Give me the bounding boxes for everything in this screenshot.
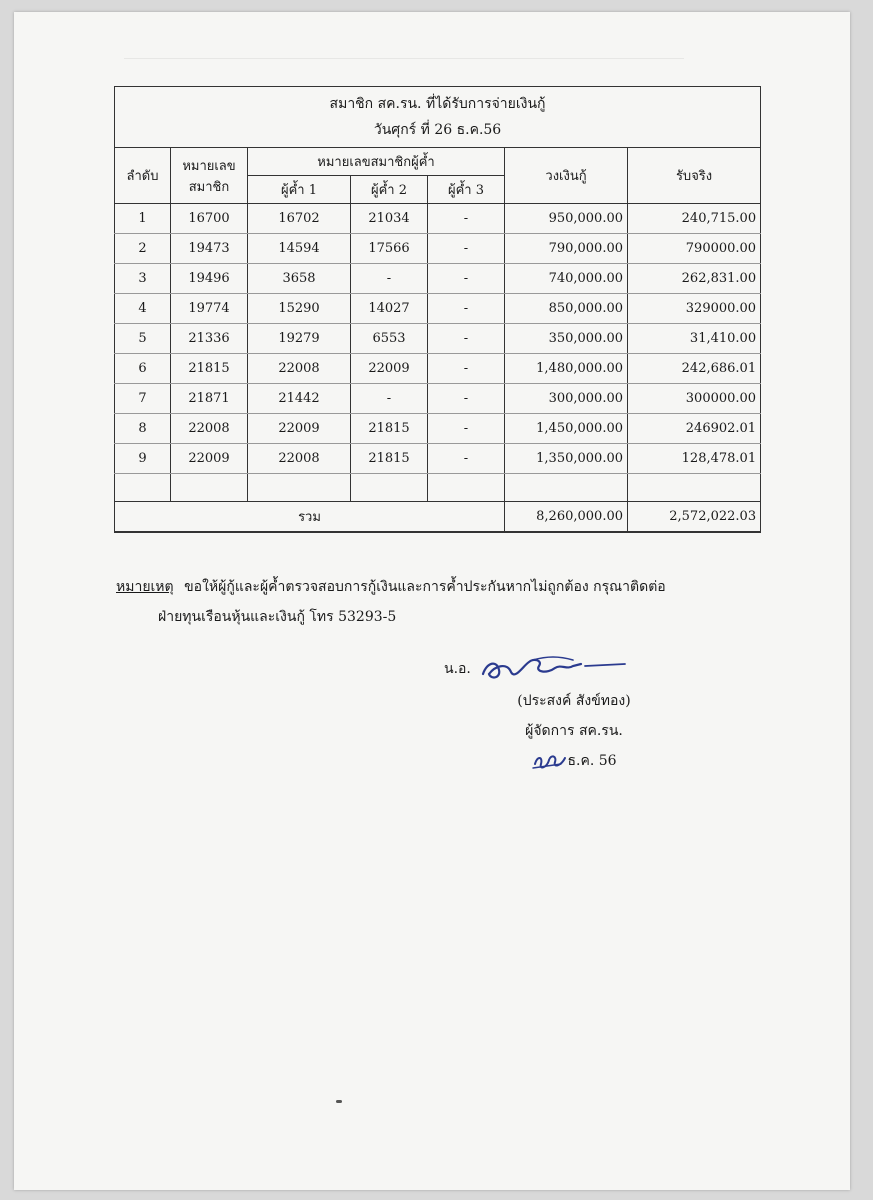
cell-loan-amount: 950,000.00 — [505, 204, 628, 234]
header-guarantor-2: ผู้ค้ำ 2 — [351, 176, 428, 204]
cell-guarantor-3: - — [428, 414, 505, 444]
cell-guarantor-3: - — [428, 384, 505, 414]
cell-guarantor-1: 3658 — [248, 264, 351, 294]
cell-received: 242,686.01 — [628, 354, 761, 384]
document-page — [14, 12, 850, 1190]
handwritten-day — [531, 750, 567, 772]
cell-guarantor-1: 21442 — [248, 384, 351, 414]
cell-seq: 9 — [115, 444, 171, 474]
signature-date-suffix: ธ.ค. 56 — [567, 753, 617, 769]
cell-guarantor-2: - — [351, 384, 428, 414]
cell-seq: 5 — [115, 324, 171, 354]
cell-guarantor-1: 22008 — [248, 444, 351, 474]
signature-date — [444, 746, 704, 776]
table-row — [115, 264, 761, 294]
cell-guarantor-1: 19279 — [248, 324, 351, 354]
cell-guarantor-2: 21815 — [351, 414, 428, 444]
cell-guarantor-3: - — [428, 444, 505, 474]
total-row — [115, 502, 761, 532]
cell-received: 262,831.00 — [628, 264, 761, 294]
cell-guarantor-2: 6553 — [351, 324, 428, 354]
cell-member-no: 21815 — [171, 354, 248, 384]
cell-seq: 2 — [115, 234, 171, 264]
signature-block — [444, 652, 704, 776]
cell-guarantor-1: 16702 — [248, 204, 351, 234]
header-seq: ลำดับ — [115, 148, 171, 204]
header-received: รับจริง — [628, 148, 761, 204]
cell-guarantor-2: 14027 — [351, 294, 428, 324]
cell-loan-amount: 300,000.00 — [505, 384, 628, 414]
cell-received: 128,478.01 — [628, 444, 761, 474]
note-line-2: ฝ่ายทุนเรือนหุ้นและเงินกู้ โทร 53293-5 — [158, 609, 397, 625]
header-guarantor-1: ผู้ค้ำ 1 — [248, 176, 351, 204]
cell-member-no: 22009 — [171, 444, 248, 474]
speck-mark — [336, 1100, 342, 1103]
total-received: 2,572,022.03 — [628, 502, 761, 532]
table-body — [115, 204, 761, 474]
cell-guarantor-3: - — [428, 354, 505, 384]
table-row — [115, 444, 761, 474]
cell-loan-amount: 790,000.00 — [505, 234, 628, 264]
cell-member-no: 21871 — [171, 384, 248, 414]
cell-seq: 8 — [115, 414, 171, 444]
cell-seq: 1 — [115, 204, 171, 234]
cell-guarantor-3: - — [428, 294, 505, 324]
blank-row — [115, 474, 761, 502]
cell-loan-amount: 350,000.00 — [505, 324, 628, 354]
table-row — [115, 294, 761, 324]
header-member-no-line2: สมาชิก — [188, 179, 230, 195]
cell-loan-amount: 1,480,000.00 — [505, 354, 628, 384]
cell-member-no: 21336 — [171, 324, 248, 354]
cell-guarantor-1: 22009 — [248, 414, 351, 444]
note-line-1: ขอให้ผู้กู้และผู้ค้ำตรวจสอบการกู้เงินและการค้ำประกันหากไม่ถูกต้อง กรุณาติดต่อ — [184, 579, 666, 595]
cell-guarantor-1: 22008 — [248, 354, 351, 384]
cell-loan-amount: 1,450,000.00 — [505, 414, 628, 444]
cell-guarantor-3: - — [428, 264, 505, 294]
loan-table — [114, 86, 761, 533]
cell-received: 246902.01 — [628, 414, 761, 444]
table-row — [115, 234, 761, 264]
total-loan: 8,260,000.00 — [505, 502, 628, 532]
header-loan-amount: วงเงินกู้ — [505, 148, 628, 204]
cell-loan-amount: 1,350,000.00 — [505, 444, 628, 474]
cell-member-no: 19473 — [171, 234, 248, 264]
header-guarantor-3: ผู้ค้ำ 3 — [428, 176, 505, 204]
cell-member-no: 16700 — [171, 204, 248, 234]
table-row — [115, 414, 761, 444]
cell-member-no: 19496 — [171, 264, 248, 294]
cell-guarantor-2: 22009 — [351, 354, 428, 384]
cell-received: 240,715.00 — [628, 204, 761, 234]
table-row — [115, 384, 761, 414]
note-block — [116, 572, 666, 632]
cell-guarantor-2: 17566 — [351, 234, 428, 264]
title-line-2: วันศุกร์ ที่ 26 ธ.ค.56 — [373, 122, 502, 138]
header-guarantor-group: หมายเลขสมาชิกผู้ค้ำ — [248, 148, 505, 176]
bleed-through-mark — [124, 42, 684, 59]
signature-prefix: น.อ. — [444, 661, 471, 677]
header-member-no-line1: หมายเลข — [182, 158, 236, 174]
total-label: รวม — [115, 502, 505, 532]
cell-guarantor-1: 15290 — [248, 294, 351, 324]
title-line-1: สมาชิก สค.รน. ที่ได้รับการจ่ายเงินกู้ — [329, 96, 546, 112]
handwritten-signature — [477, 652, 627, 686]
cell-member-no: 19774 — [171, 294, 248, 324]
cell-seq: 3 — [115, 264, 171, 294]
cell-guarantor-3: - — [428, 234, 505, 264]
header-member-no — [171, 148, 248, 204]
signature-name: (ประสงค์ สังข์ทอง) — [517, 693, 631, 709]
cell-loan-amount: 850,000.00 — [505, 294, 628, 324]
cell-guarantor-1: 14594 — [248, 234, 351, 264]
cell-guarantor-2: 21815 — [351, 444, 428, 474]
cell-guarantor-3: - — [428, 324, 505, 354]
cell-seq: 7 — [115, 384, 171, 414]
cell-received: 300000.00 — [628, 384, 761, 414]
cell-loan-amount: 740,000.00 — [505, 264, 628, 294]
cell-member-no: 22008 — [171, 414, 248, 444]
loan-table-wrapper — [114, 86, 760, 533]
table-title — [115, 87, 761, 148]
table-row — [115, 324, 761, 354]
cell-received: 31,410.00 — [628, 324, 761, 354]
cell-seq: 4 — [115, 294, 171, 324]
table-row — [115, 354, 761, 384]
cell-guarantor-2: - — [351, 264, 428, 294]
cell-guarantor-2: 21034 — [351, 204, 428, 234]
cell-seq: 6 — [115, 354, 171, 384]
note-label: หมายเหตุ — [116, 579, 174, 595]
cell-guarantor-3: - — [428, 204, 505, 234]
table-row — [115, 204, 761, 234]
cell-received: 790000.00 — [628, 234, 761, 264]
cell-received: 329000.00 — [628, 294, 761, 324]
signature-position: ผู้จัดการ สค.รน. — [525, 723, 623, 739]
